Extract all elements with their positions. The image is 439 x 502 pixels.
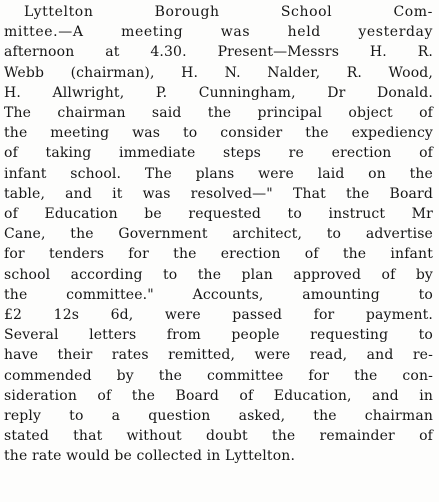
article-line: the meeting was to consider the expediency [4,125,433,142]
article-line: of taking immediate steps re erection of [4,145,433,162]
article-line: have their rates remitted, were read, and re- [4,347,433,364]
article-line: mittee.—A meeting was held yesterday [4,24,433,41]
article-heading-line: Lyttelton Borough School Com- [24,4,433,20]
article-line: Several letters from people requesting to [4,327,433,344]
article-line: Cane, the Government architect, to advertise [4,226,433,243]
article-line: reply to a question asked, the chairman [4,408,433,425]
article-line: The chairman said the principal object of [4,105,433,122]
article-line: H. Allwright, P. Cunningham, Dr Donald. [4,84,433,101]
article-line: the committee." Accounts, amounting to [4,286,433,303]
article-line: £2 12s 6d, were passed for payment. [4,307,433,324]
article-line: sideration of the Board of Education, and in [4,387,433,404]
article-line: school according to the plan approved of by [4,266,433,283]
article-line: the rate would be collected in Lyttelton. [4,448,296,465]
article-line: afternoon at 4.30. Present—Messrs H. R. [4,44,433,61]
article-line: infant school. The plans were laid on the [4,165,433,182]
article-line: table, and it was resolved—" That the Board [4,185,433,202]
article-line: Webb (chairman), H. N. Nalder, R. Wood, [4,64,433,81]
article-line: commended by the committee for the con- [4,367,433,384]
article-line: stated that without doubt the remainder of [4,428,433,445]
article-line: for tenders for the erection of the infant [4,246,433,263]
article-line: of Education be requested to instruct Mr [4,206,433,223]
article-text [4,2,433,467]
